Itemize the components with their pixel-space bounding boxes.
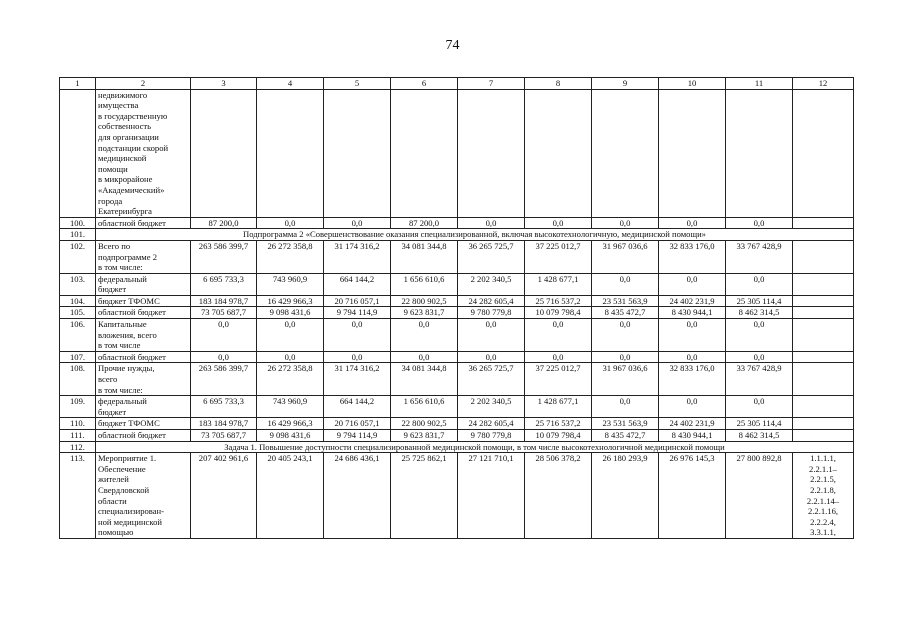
value-cell: 24 282 605,4 [458,418,525,430]
column-number-cell: 2 [96,78,191,90]
value-cell: 743 960,9 [257,273,324,295]
row-index-cell: 103. [60,273,96,295]
row-index-cell: 110. [60,418,96,430]
table-row [60,273,854,295]
target-codes-cell [793,217,854,229]
column-number-cell: 8 [525,78,592,90]
value-cell: 0,0 [458,351,525,363]
value-cell: 33 767 428,9 [726,240,793,273]
value-cell: 183 184 978,7 [191,295,257,307]
value-cell: 24 282 605,4 [458,295,525,307]
value-cell: 8 430 944,1 [659,307,726,319]
target-codes-cell [793,351,854,363]
row-label-cell: бюджет ТФОМС [96,418,191,430]
value-cell: 73 705 687,7 [191,430,257,442]
table-row [60,396,854,418]
value-cell: 0,0 [525,217,592,229]
value-cell: 263 586 399,7 [191,240,257,273]
value-cell: 0,0 [726,273,793,295]
row-index-cell: 105. [60,307,96,319]
value-cell: 0,0 [726,217,793,229]
column-number-row [60,78,854,90]
value-cell: 22 800 902,5 [391,295,458,307]
section-row [60,441,854,453]
value-cell [659,89,726,217]
row-label-cell: областной бюджет [96,351,191,363]
value-cell: 26 272 358,8 [257,363,324,396]
value-cell: 183 184 978,7 [191,418,257,430]
row-index-cell: 101. [60,229,96,241]
row-index-cell: 102. [60,240,96,273]
value-cell: 0,0 [324,217,391,229]
value-cell: 9 794 114,9 [324,430,391,442]
target-codes-cell [793,319,854,352]
value-cell: 25 305 114,4 [726,295,793,307]
value-cell: 0,0 [458,217,525,229]
value-cell: 26 976 145,3 [659,453,726,539]
value-cell: 23 531 563,9 [592,418,659,430]
target-codes-cell: 1.1.1.1, 2.2.1.1– 2.2.1.5, 2.2.1.8, 2.2.1.14– 2.2.1.16, 2.2.2.4, 3.3.1.1, [793,453,854,539]
value-cell: 37 225 012,7 [525,240,592,273]
value-cell: 32 833 176,0 [659,240,726,273]
target-codes-cell [793,240,854,273]
value-cell: 0,0 [659,396,726,418]
continuation-row [60,89,854,217]
value-cell: 743 960,9 [257,396,324,418]
value-cell: 36 265 725,7 [458,240,525,273]
value-cell: 1 656 610,6 [391,273,458,295]
value-cell: 0,0 [191,351,257,363]
value-cell: 9 623 831,7 [391,430,458,442]
value-cell [458,89,525,217]
column-number-cell: 6 [391,78,458,90]
row-label-cell: Мероприятие 1. Обеспечение жителей Свердловской области специализирован- ной медицинской помощью [96,453,191,539]
row-label-cell: областной бюджет [96,430,191,442]
value-cell: 0,0 [257,351,324,363]
table-row [60,430,854,442]
table-row [60,351,854,363]
value-cell: 87 200,0 [391,217,458,229]
row-index-cell: 107. [60,351,96,363]
table-row [60,295,854,307]
value-cell: 9 794 114,9 [324,307,391,319]
value-cell: 24 686 436,1 [324,453,391,539]
value-cell: 27 800 892,8 [726,453,793,539]
value-cell: 0,0 [458,319,525,352]
value-cell: 26 180 293,9 [592,453,659,539]
row-label-cell: федеральный бюджет [96,396,191,418]
value-cell: 0,0 [391,351,458,363]
value-cell: 0,0 [191,319,257,352]
row-index-cell [60,89,96,217]
column-number-cell: 9 [592,78,659,90]
value-cell: 8 435 472,7 [592,430,659,442]
value-cell: 24 402 231,9 [659,418,726,430]
value-cell: 207 402 961,6 [191,453,257,539]
row-label-cell: Капитальные вложения, всего в том числе [96,319,191,352]
value-cell: 0,0 [525,319,592,352]
value-cell: 2 202 340,5 [458,396,525,418]
target-codes-cell [793,363,854,396]
value-cell: 6 695 733,3 [191,273,257,295]
value-cell [257,89,324,217]
row-label-cell: Прочие нужды, всего в том числе: [96,363,191,396]
value-cell: 31 174 316,2 [324,240,391,273]
value-cell: 2 202 340,5 [458,273,525,295]
row-index-cell: 108. [60,363,96,396]
value-cell: 16 429 966,3 [257,295,324,307]
table-row [60,319,854,352]
value-cell: 25 305 114,4 [726,418,793,430]
row-index-cell: 106. [60,319,96,352]
value-cell: 0,0 [726,351,793,363]
value-cell: 26 272 358,8 [257,240,324,273]
value-cell: 0,0 [391,319,458,352]
value-cell: 37 225 012,7 [525,363,592,396]
value-cell: 9 098 431,6 [257,430,324,442]
section-title-cell: Подпрограмма 2 «Совершенствование оказания специализированной, включая высокотехнологичную, медицинской помощи» [96,229,854,241]
column-number-cell: 3 [191,78,257,90]
row-index-cell: 113. [60,453,96,539]
value-cell: 9 098 431,6 [257,307,324,319]
target-codes-cell [793,307,854,319]
value-cell: 0,0 [592,319,659,352]
value-cell: 0,0 [592,217,659,229]
target-codes-cell [793,273,854,295]
column-number-cell: 1 [60,78,96,90]
value-cell: 33 767 428,9 [726,363,793,396]
value-cell: 8 462 314,5 [726,430,793,442]
value-cell: 36 265 725,7 [458,363,525,396]
value-cell: 23 531 563,9 [592,295,659,307]
value-cell: 1 656 610,6 [391,396,458,418]
value-cell: 664 144,2 [324,396,391,418]
value-cell: 1 428 677,1 [525,273,592,295]
row-label-cell: областной бюджет [96,217,191,229]
value-cell: 9 780 779,8 [458,307,525,319]
row-index-cell: 100. [60,217,96,229]
value-cell: 8 435 472,7 [592,307,659,319]
table-row [60,363,854,396]
value-cell: 0,0 [525,351,592,363]
value-cell [726,89,793,217]
value-cell: 0,0 [592,351,659,363]
column-number-cell: 4 [257,78,324,90]
value-cell: 0,0 [726,319,793,352]
section-title-cell: Задача 1. Повышение доступности специализированной медицинской помощи, в том числе высокотехнологичной медицинской помощи [96,441,854,453]
value-cell: 0,0 [659,351,726,363]
column-number-cell: 12 [793,78,854,90]
value-cell: 28 506 378,2 [525,453,592,539]
value-cell: 24 402 231,9 [659,295,726,307]
table-row [60,240,854,273]
target-codes-cell [793,396,854,418]
value-cell: 0,0 [257,319,324,352]
value-cell: 87 200,0 [191,217,257,229]
row-index-cell: 111. [60,430,96,442]
value-cell: 10 079 798,4 [525,430,592,442]
value-cell [525,89,592,217]
row-index-cell: 112. [60,441,96,453]
value-cell: 32 833 176,0 [659,363,726,396]
value-cell [191,89,257,217]
value-cell: 0,0 [592,396,659,418]
value-cell: 9 623 831,7 [391,307,458,319]
target-codes-cell [793,430,854,442]
value-cell: 25 716 537,2 [525,295,592,307]
row-label-cell: Всего по подпрограмме 2 в том числе: [96,240,191,273]
value-cell: 16 429 966,3 [257,418,324,430]
value-cell: 25 716 537,2 [525,418,592,430]
value-cell: 263 586 399,7 [191,363,257,396]
value-cell: 31 967 036,6 [592,363,659,396]
value-cell: 34 081 344,8 [391,240,458,273]
value-cell: 20 405 243,1 [257,453,324,539]
row-label-cell: бюджет ТФОМС [96,295,191,307]
row-label-cell: федеральный бюджет [96,273,191,295]
value-cell: 0,0 [324,319,391,352]
value-cell: 0,0 [592,273,659,295]
value-cell: 31 967 036,6 [592,240,659,273]
value-cell: 9 780 779,8 [458,430,525,442]
value-cell: 0,0 [257,217,324,229]
row-index-cell: 104. [60,295,96,307]
column-number-cell: 7 [458,78,525,90]
value-cell: 27 121 710,1 [458,453,525,539]
value-cell: 22 800 902,5 [391,418,458,430]
page-number: 74 [445,38,460,53]
target-codes-cell [793,418,854,430]
target-codes-cell [793,295,854,307]
value-cell: 34 081 344,8 [391,363,458,396]
value-cell: 10 079 798,4 [525,307,592,319]
table-row [60,418,854,430]
column-number-cell: 10 [659,78,726,90]
value-cell [793,89,854,217]
row-label-cell: областной бюджет [96,307,191,319]
value-cell: 8 462 314,5 [726,307,793,319]
value-cell [592,89,659,217]
value-cell: 0,0 [324,351,391,363]
value-cell: 0,0 [659,217,726,229]
column-number-cell: 11 [726,78,793,90]
value-cell: 6 695 733,3 [191,396,257,418]
value-cell: 8 430 944,1 [659,430,726,442]
table-row [60,217,854,229]
row-label-cell: недвижимого имущества в государственную собственность для организации подстанции скорой медицинской помощи в микрорайоне «Академический» города Екатеринбурга [96,89,191,217]
budget-table [59,77,854,539]
value-cell: 20 716 057,1 [324,418,391,430]
value-cell: 20 716 057,1 [324,295,391,307]
value-cell [391,89,458,217]
value-cell: 0,0 [659,319,726,352]
table-row [60,307,854,319]
row-index-cell: 109. [60,396,96,418]
value-cell: 664 144,2 [324,273,391,295]
value-cell: 31 174 316,2 [324,363,391,396]
value-cell: 0,0 [659,273,726,295]
value-cell: 1 428 677,1 [525,396,592,418]
column-number-cell: 5 [324,78,391,90]
value-cell: 73 705 687,7 [191,307,257,319]
value-cell [324,89,391,217]
section-row [60,229,854,241]
value-cell: 0,0 [726,396,793,418]
value-cell: 25 725 862,1 [391,453,458,539]
table-row [60,453,854,539]
